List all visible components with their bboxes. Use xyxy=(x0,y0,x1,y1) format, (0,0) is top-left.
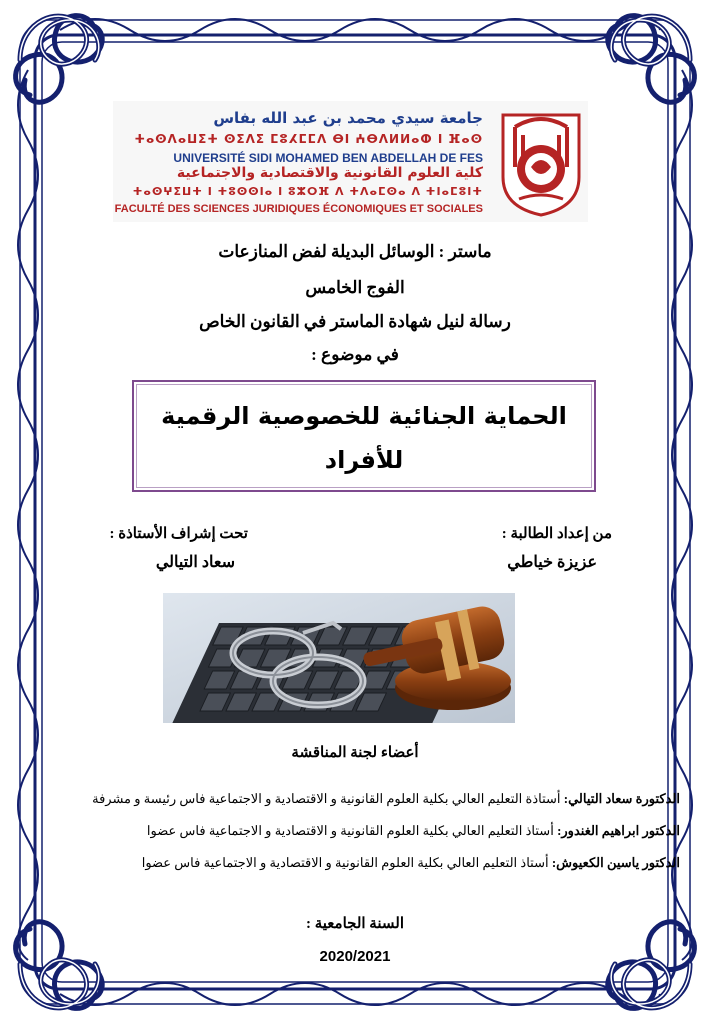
supervisor-name: سعاد التيالي xyxy=(155,554,235,571)
student-label: من إعداد الطالبة : xyxy=(501,526,612,542)
jury-member xyxy=(40,823,680,839)
jury-member-role: أستاذ التعليم العالي بكلية العلوم القانونية و الاقتصادية و الاجتماعية فاس عضوا xyxy=(141,855,549,870)
faculty-name-arabic: كلية العلوم القانونية والاقتصادية والاجتماعية xyxy=(176,165,483,181)
cohort: الفوج الخامس xyxy=(305,278,405,297)
thesis-title-box xyxy=(132,380,596,492)
faculty-name-french: FACULTÉ DES SCIENCES JURIDIQUES ÉCONOMIQUES ET SOCIALES xyxy=(114,203,483,215)
jury-member xyxy=(40,855,680,871)
academic-year-label: السنة الجامعية : xyxy=(305,916,404,932)
university-name-tifinagh: ⵜⴰⵙⴷⴰⵡⵉⵜ ⵙⵉⴷⵉ ⵎⵓⵃⵎⵎⴷ ⴱⵏ ⵄⴱⴷⵍⵍⴰⵀ ⵏ ⴼⴰⵙ xyxy=(134,132,483,146)
thesis-degree-line: رسالة لنيل شهادة الماستر في القانون الخاص xyxy=(199,312,511,331)
university-name-arabic: جامعة سيدي محمد بن عبد الله بفاس xyxy=(213,109,483,127)
thesis-title-line-1: الحماية الجنائية للخصوصية الرقمية xyxy=(161,402,567,430)
jury-member-name: الدكتور ياسين الكعيوش: xyxy=(551,855,680,870)
jury-member-role: أستاذة التعليم العالي بكلية العلوم القانونية و الاقتصادية و الاجتماعية فاس رئيسة و مشرفة xyxy=(92,791,561,806)
subject-label: في موضوع : xyxy=(311,345,399,364)
jury-member-role: أستاذ التعليم العالي بكلية العلوم القانونية و الاقتصادية و الاجتماعية فاس عضوا xyxy=(146,823,554,838)
jury-member-name: الدكتورة سعاد التيالي: xyxy=(563,791,680,806)
student-name: عزيزة خياطي xyxy=(507,554,597,571)
university-header xyxy=(113,101,588,222)
master-program: ماستر : الوسائل البديلة لفض المنازعات xyxy=(218,242,492,261)
faculty-name-tifinagh: ⵜⴰⵙⵖⵉⵡⵜ ⵏ ⵜⵓⵙⵙⵏⴰ ⵏ ⵓⵣⵔⴼ ⴷ ⵜⴷⴰⵎⵙⴰ ⴷ ⵜⵏⴰⵎⵓⵏⵜ xyxy=(132,185,483,198)
academic-year: 2020/2021 xyxy=(319,948,391,965)
university-logo-text xyxy=(113,101,483,222)
thesis-title xyxy=(144,394,584,482)
jury-title: أعضاء لجنة المناقشة xyxy=(291,745,419,761)
jury-member-name: الدكتور ابراهيم الغندور: xyxy=(557,823,680,838)
thesis-title-line-2: للأفراد xyxy=(324,446,404,474)
handcuffs-gavel-keyboard-image xyxy=(163,593,515,723)
university-emblem-icon xyxy=(493,107,589,219)
supervisor-label: تحت إشراف الأستاذة : xyxy=(109,526,248,542)
university-name-french: UNIVERSITÉ SIDI MOHAMED BEN ABDELLAH DE FES xyxy=(173,151,483,165)
jury-member xyxy=(40,791,680,807)
